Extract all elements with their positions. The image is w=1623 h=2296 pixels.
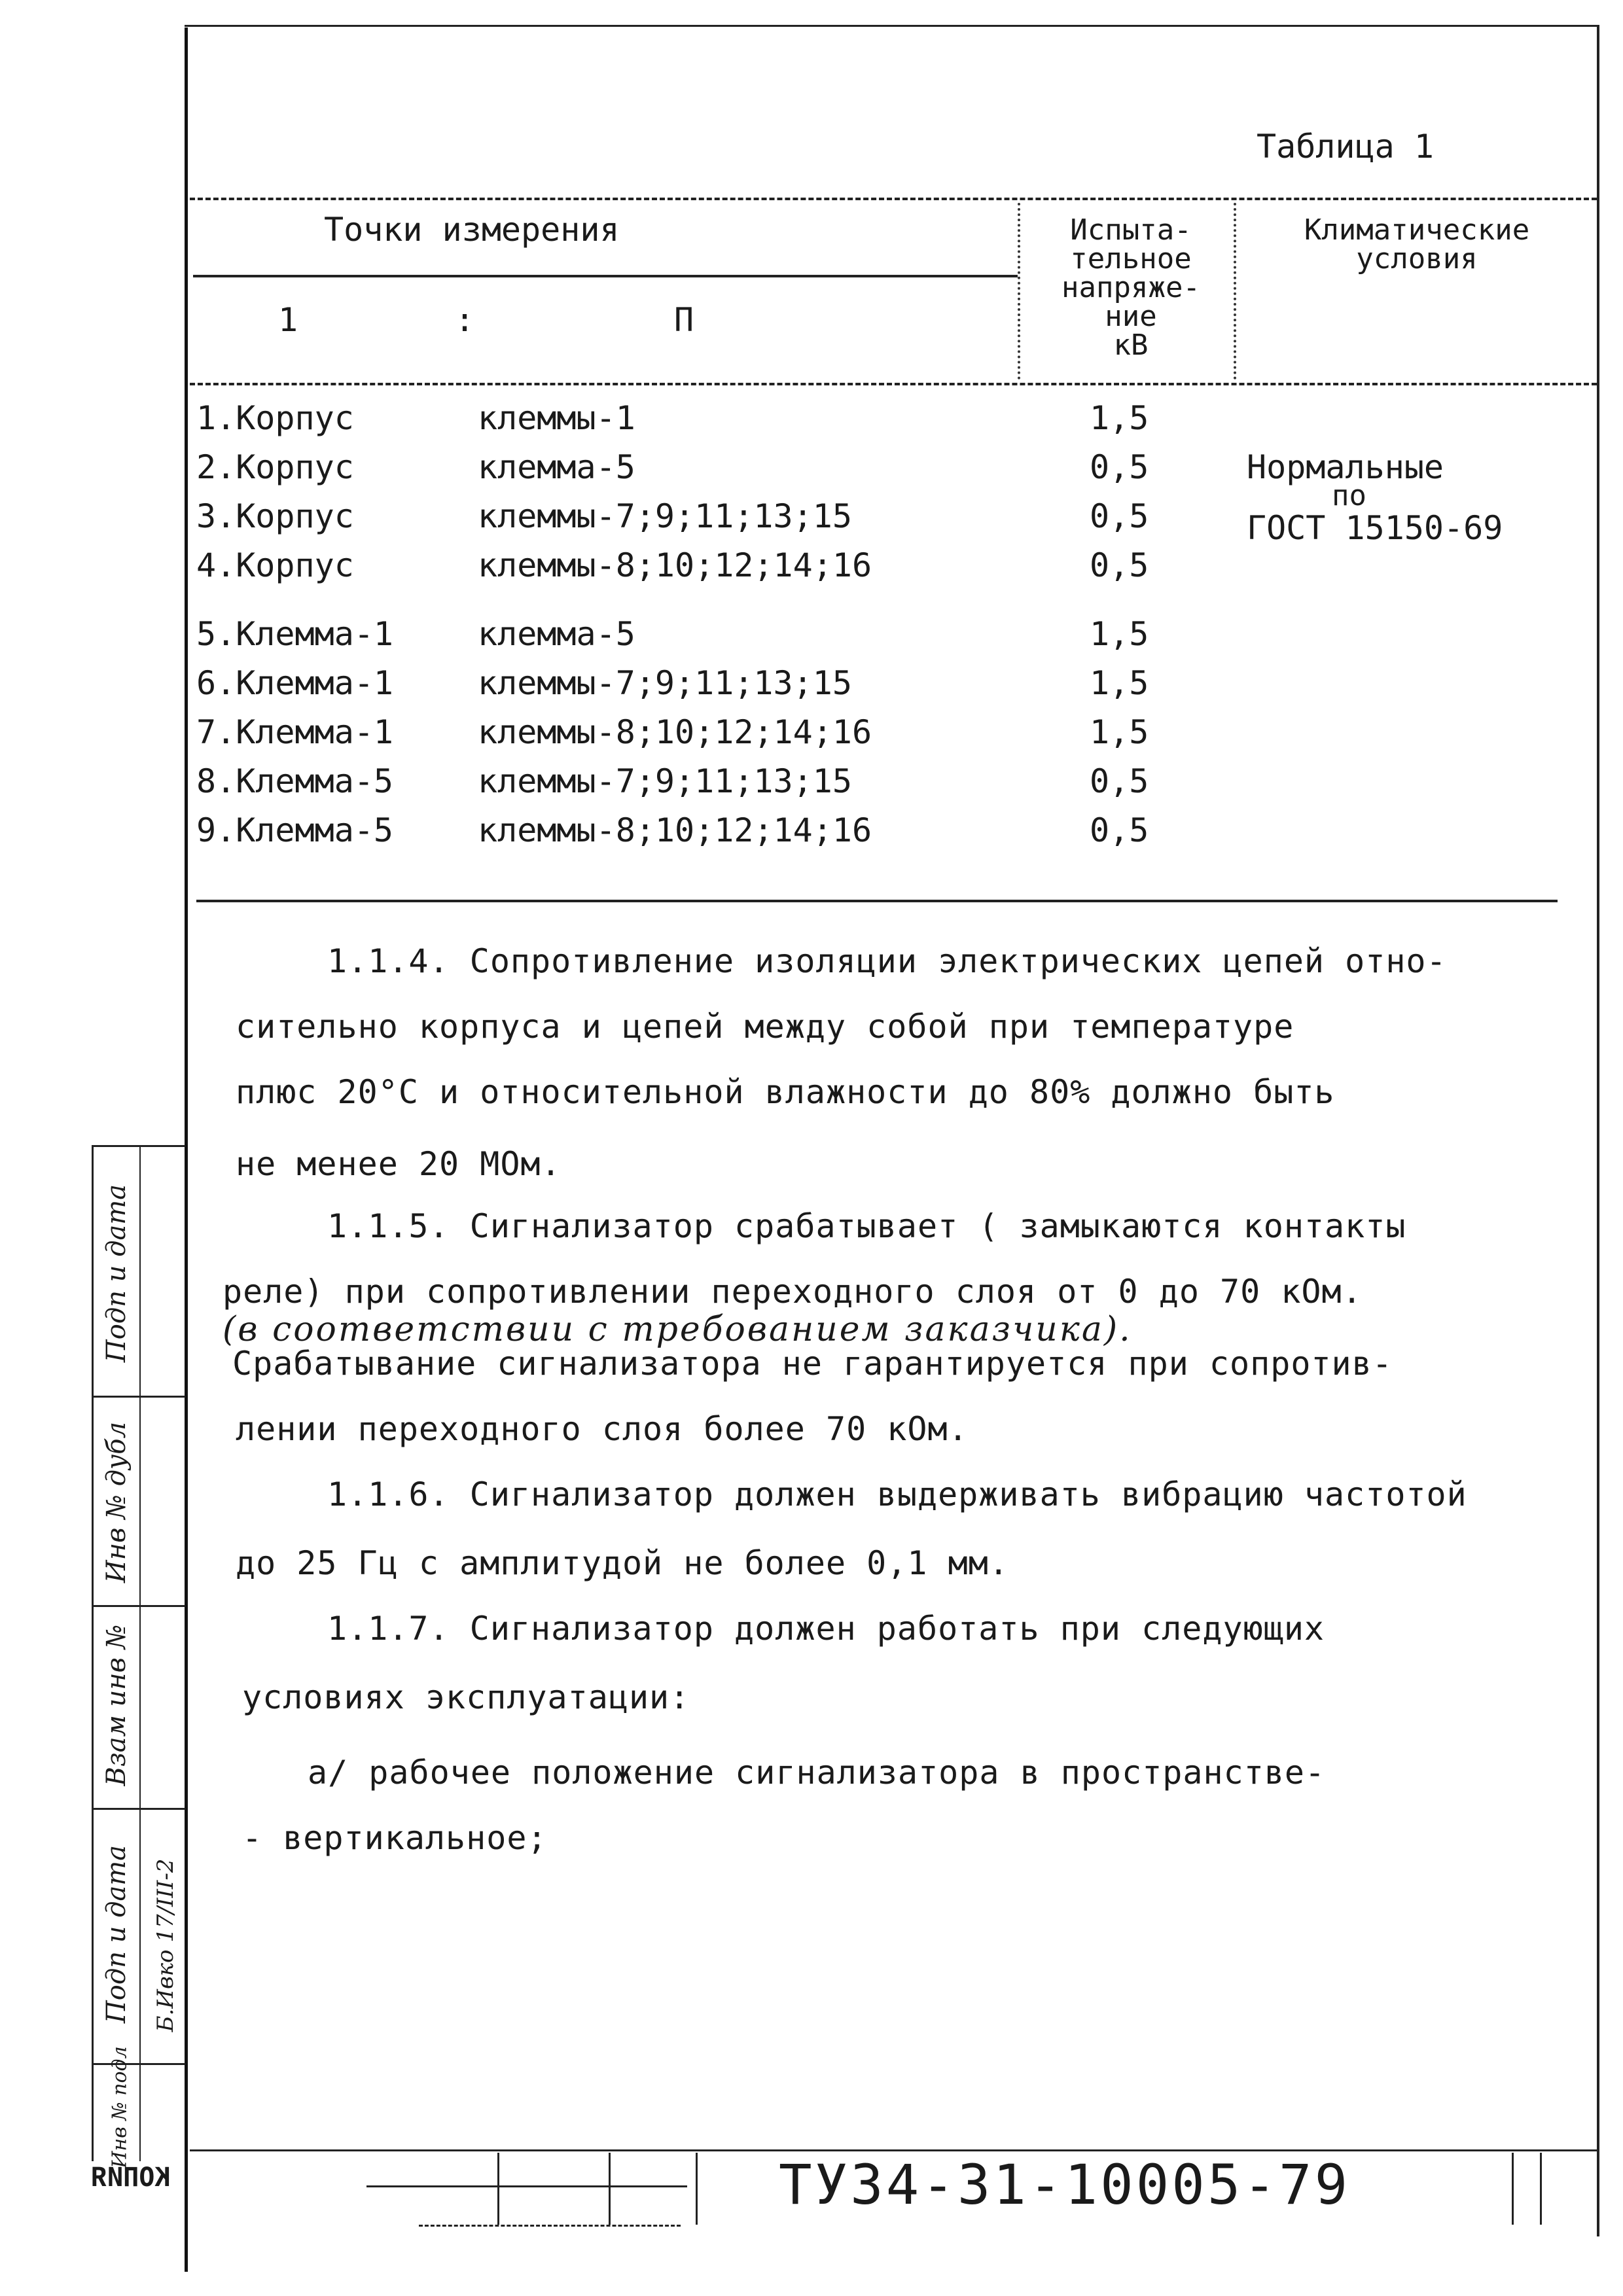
climate-value-3: ГОСТ 15150-69 <box>1247 509 1503 547</box>
row-point-a: 5.Клемма-1 <box>196 615 394 653</box>
stamp-cell: Инв № дубл <box>101 1421 132 1583</box>
p116-line: 1.1.6. Сигнализатор должен выдерживать вибрацию частотой <box>327 1475 1467 1513</box>
stamp-cell: Подп и дата <box>101 1845 132 2024</box>
p115b-line: лении переходного слоя более 70 кОм. <box>236 1410 969 1448</box>
p116-line: до 25 Гц с амплитудой не более 0,1 мм. <box>236 1544 1009 1582</box>
item-a-line: а/ рабочее положение сигнализатора в пространстве- <box>308 1754 1326 1792</box>
row-point-b: клеммы-7;9;11;13;15 <box>478 664 852 702</box>
col-divider-2 <box>1234 203 1236 380</box>
footer-mid-line <box>366 2185 687 2187</box>
side-stamp <box>92 1145 185 2168</box>
item-a-line: - вертикальное; <box>242 1819 548 1857</box>
p117-line: 1.1.7. Сигнализатор должен работать при следующих <box>327 1610 1325 1648</box>
row-voltage: 0,5 <box>1090 762 1149 800</box>
col-divider-1 <box>1018 203 1020 380</box>
row-point-a: 9.Клемма-5 <box>196 811 394 849</box>
row-point-a: 7.Клемма-1 <box>196 713 394 751</box>
header-points: Точки измерения <box>324 211 620 249</box>
p114-line: не менее 20 МОм. <box>236 1145 562 1183</box>
climate-value-2: по <box>1332 479 1366 512</box>
row-point-a: 6.Клемма-1 <box>196 664 394 702</box>
header-col-1: 1 <box>278 301 298 339</box>
stamp-cell: Инв № подл <box>108 2046 132 2168</box>
p114-line: сительно корпуса и цепей между собой при температуре <box>236 1008 1294 1046</box>
stamp-cell: Подп и дата <box>101 1184 132 1363</box>
row-voltage: 0,5 <box>1090 811 1149 849</box>
row-voltage: 1,5 <box>1090 664 1149 702</box>
frame-right-line <box>1597 25 1599 2236</box>
row-voltage: 0,5 <box>1090 546 1149 584</box>
row-point-a: 8.Клемма-5 <box>196 762 394 800</box>
p117-line: условиях эксплуатации: <box>242 1678 690 1716</box>
signature: Б.Ивко 17/III-2 <box>152 1858 179 2032</box>
p115-line: 1.1.5. Сигнализатор срабатывает ( замыкаются контакты <box>327 1207 1406 1245</box>
footer-top-line <box>190 2149 1597 2151</box>
row-point-a: 3.Корпус <box>196 497 354 535</box>
row-voltage: 0,5 <box>1090 448 1149 486</box>
row-point-b: клеммы-7;9;11;13;15 <box>478 762 852 800</box>
row-point-b: клеммы-7;9;11;13;15 <box>478 497 852 535</box>
handwritten-note: (в соответствии с требованием заказчика). <box>223 1310 1132 1349</box>
row-voltage: 1,5 <box>1090 713 1149 751</box>
doc-code: ТУ34-31-10005-79 <box>779 2153 1351 2217</box>
header-sep: : <box>455 301 475 339</box>
footer-cell <box>609 2153 683 2225</box>
p115-line: реле) при сопротивлении переходного слоя от 0 до 70 кОм. <box>223 1273 1363 1311</box>
stamp-cell: Взам инв № <box>101 1624 132 1786</box>
row-point-a: 4.Корпус <box>196 546 354 584</box>
frame-top-line <box>185 25 1599 27</box>
footer-bottom-line <box>419 2225 681 2227</box>
row-voltage: 0,5 <box>1090 497 1149 535</box>
header-voltage <box>1033 213 1229 362</box>
header-climate-line: условия <box>1356 242 1478 275</box>
row-point-b: клеммы-8;10;12;14;16 <box>478 546 872 584</box>
header-col-2: П <box>674 301 694 339</box>
row-point-b: клеммы-8;10;12;14;16 <box>478 713 872 751</box>
p115b-line: Срабатывание сигнализатора не гарантируется при сопротив- <box>232 1345 1393 1383</box>
row-voltage: 1,5 <box>1090 399 1149 437</box>
header-climate <box>1240 213 1594 275</box>
row-point-b: клемма-5 <box>478 615 635 653</box>
row-point-a: 1.Корпус <box>196 399 354 437</box>
header-voltage-line: тельное <box>1070 242 1192 275</box>
header-voltage-line: напряже- <box>1061 271 1200 304</box>
header-voltage-line: кВ <box>1113 328 1149 362</box>
row-voltage: 1,5 <box>1090 615 1149 653</box>
row-point-b: клемма-5 <box>478 448 635 486</box>
p114-line: 1.1.4. Сопротивление изоляции электрических цепей отно- <box>327 942 1447 980</box>
table-top-line <box>190 198 1597 200</box>
table-bottom-line <box>196 900 1558 902</box>
row-point-b: клеммы-1 <box>478 399 635 437</box>
climate-value-1: Нормальные <box>1247 448 1444 486</box>
page-number-cell <box>1512 2153 1542 2225</box>
row-point-a: 2.Корпус <box>196 448 354 486</box>
header-sub-line <box>193 275 1018 277</box>
copy-label: КОПИЯ <box>92 2163 171 2193</box>
header-bottom-line <box>190 383 1597 385</box>
header-voltage-line: ние <box>1105 300 1157 333</box>
table-caption: Таблица 1 <box>1257 128 1434 166</box>
header-climate-line: Климатические <box>1304 213 1530 247</box>
p114-line: плюс 20°С и относительной влажности до 80% должно быть <box>236 1073 1335 1111</box>
header-voltage-line: Испыта- <box>1070 213 1192 247</box>
row-point-b: клеммы-8;10;12;14;16 <box>478 811 872 849</box>
